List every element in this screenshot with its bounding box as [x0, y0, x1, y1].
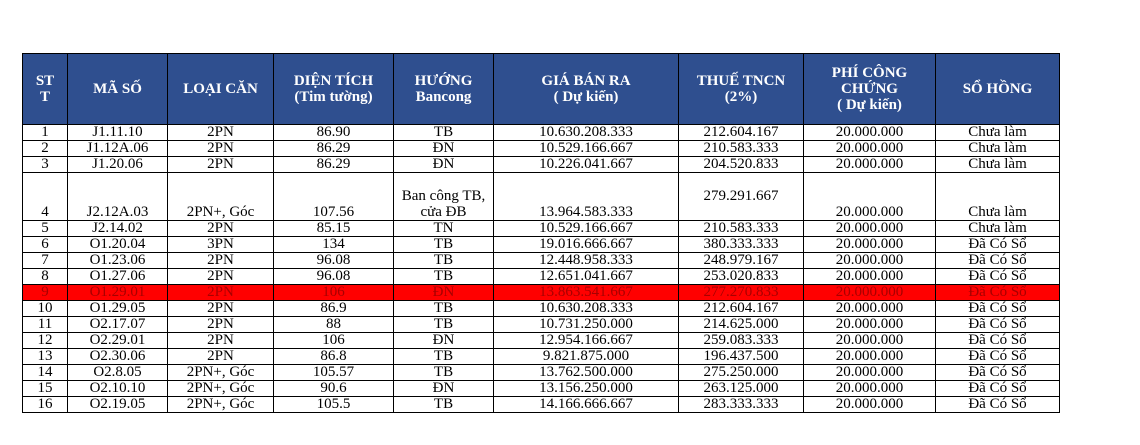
header-thue-line1: THUẾ TNCN: [696, 73, 786, 89]
cell-thue: 259.083.333: [679, 333, 804, 349]
cell-dien-tich: 86.90: [274, 125, 394, 141]
cell-loai-can: 2PN: [168, 253, 274, 269]
cell-so-hong: Đã Có Sổ: [936, 317, 1060, 333]
cell-thue: 210.583.333: [679, 141, 804, 157]
header-phi-line1: PHÍ CÔNG: [831, 65, 908, 81]
cell-stt: 12: [23, 333, 68, 349]
cell-ma-so: O1.27.06: [68, 269, 168, 285]
cell-thue: 380.333.333: [679, 237, 804, 253]
cell-huong: ĐN: [394, 141, 494, 157]
header-stt-line1: ST: [35, 73, 55, 89]
cell-ma-so: O1.20.04: [68, 237, 168, 253]
header-stt: [23, 54, 68, 125]
cell-ma-so: O2.17.07: [68, 317, 168, 333]
cell-phi: 20.000.000: [804, 237, 936, 253]
header-gia-ban: [494, 54, 679, 125]
cell-stt: 5: [23, 221, 68, 237]
cell-phi: 20.000.000: [804, 173, 936, 221]
cell-dien-tich: 86.9: [274, 301, 394, 317]
cell-loai-can: 2PN: [168, 221, 274, 237]
cell-so-hong: Đã Có Sổ: [936, 365, 1060, 381]
cell-loai-can: 2PN: [168, 349, 274, 365]
cell-gia-ban: 13.762.500.000: [494, 365, 679, 381]
cell-stt: 8: [23, 269, 68, 285]
cell-dien-tich: 96.08: [274, 269, 394, 285]
cell-gia-ban: 10.731.250.000: [494, 317, 679, 333]
header-dien-tich-line2: (Tim tường): [294, 89, 373, 105]
header-so-hong: SỔ HỒNG: [936, 54, 1060, 125]
price-table-sheet: [22, 53, 1059, 413]
header-huong: [394, 54, 494, 125]
cell-so-hong: Đã Có Sổ: [936, 333, 1060, 349]
cell-stt: 10: [23, 301, 68, 317]
cell-ma-so: O2.30.06: [68, 349, 168, 365]
table-row: [23, 381, 1060, 397]
cell-dien-tich: 134: [274, 237, 394, 253]
header-phi-line3: ( Dự kiến): [837, 97, 902, 113]
cell-so-hong: Đã Có Sổ: [936, 301, 1060, 317]
cell-so-hong: Chưa làm: [936, 221, 1060, 237]
cell-dien-tich: 88: [274, 317, 394, 333]
cell-ma-so: O2.8.05: [68, 365, 168, 381]
header-huong-line1: HƯỚNG: [414, 73, 473, 89]
cell-ma-so: J2.14.02: [68, 221, 168, 237]
header-ma-so: MÃ SỐ: [68, 54, 168, 125]
cell-loai-can: 2PN: [168, 157, 274, 173]
cell-dien-tich: 107.56: [274, 173, 394, 221]
cell-gia-ban: 13.156.250.000: [494, 381, 679, 397]
cell-stt: 4: [23, 173, 68, 221]
cell-huong: TN: [394, 221, 494, 237]
cell-gia-ban: 9.821.875.000: [494, 349, 679, 365]
cell-dien-tich: 86.29: [274, 157, 394, 173]
cell-thue: 210.583.333: [679, 221, 804, 237]
cell-phi: 20.000.000: [804, 317, 936, 333]
cell-so-hong: Chưa làm: [936, 125, 1060, 141]
cell-ma-so: J1.11.10: [68, 125, 168, 141]
cell-huong: Ban công TB, cửa ĐB: [394, 173, 494, 221]
cell-gia-ban: 10.630.208.333: [494, 125, 679, 141]
cell-ma-so: O1.29.05: [68, 301, 168, 317]
table-row: [23, 397, 1060, 413]
cell-phi: 20.000.000: [804, 365, 936, 381]
cell-thue: 204.520.833: [679, 157, 804, 173]
cell-stt: 11: [23, 317, 68, 333]
cell-dien-tich: 105.57: [274, 365, 394, 381]
cell-phi: 20.000.000: [804, 301, 936, 317]
cell-huong: TB: [394, 253, 494, 269]
table-row-highlighted: [23, 285, 1060, 301]
header-dien-tich-line1: DIỆN TÍCH: [293, 73, 374, 89]
cell-so-hong: Đã Có Sổ: [936, 285, 1060, 301]
cell-dien-tich: 96.08: [274, 253, 394, 269]
header-phi-line2: CHỨNG: [841, 81, 898, 97]
cell-loai-can: 2PN: [168, 317, 274, 333]
cell-stt: 14: [23, 365, 68, 381]
cell-so-hong: Đã Có Sổ: [936, 349, 1060, 365]
cell-ma-so: J1.20.06: [68, 157, 168, 173]
cell-gia-ban: 10.529.166.667: [494, 221, 679, 237]
cell-loai-can: 2PN: [168, 333, 274, 349]
cell-loai-can: 2PN: [168, 269, 274, 285]
cell-phi: 20.000.000: [804, 125, 936, 141]
cell-phi: 20.000.000: [804, 285, 936, 301]
cell-gia-ban: 19.016.666.667: [494, 237, 679, 253]
cell-stt: 6: [23, 237, 68, 253]
table-row: [23, 333, 1060, 349]
header-phi: [804, 54, 936, 125]
cell-loai-can: 2PN+, Góc: [168, 397, 274, 413]
header-huong-line2: Bancong: [415, 89, 472, 105]
cell-loai-can: 3PN: [168, 237, 274, 253]
cell-stt: 13: [23, 349, 68, 365]
cell-thue: 279.291.667: [679, 173, 804, 221]
cell-gia-ban: 13.964.583.333: [494, 173, 679, 221]
cell-loai-can: 2PN: [168, 301, 274, 317]
table-row: [23, 173, 1060, 221]
cell-huong: ĐN: [394, 333, 494, 349]
apartment-price-table: [22, 53, 1060, 413]
cell-huong: TB: [394, 397, 494, 413]
cell-dien-tich: 106: [274, 333, 394, 349]
cell-ma-so: J2.12A.03: [68, 173, 168, 221]
cell-ma-so: O1.23.06: [68, 253, 168, 269]
cell-huong: TB: [394, 301, 494, 317]
cell-huong: ĐN: [394, 157, 494, 173]
cell-so-hong: Đã Có Sổ: [936, 381, 1060, 397]
cell-thue: 275.250.000: [679, 365, 804, 381]
cell-stt: 1: [23, 125, 68, 141]
cell-thue: 253.020.833: [679, 269, 804, 285]
header-thue: [679, 54, 804, 125]
cell-so-hong: Đã Có Sổ: [936, 253, 1060, 269]
cell-phi: 20.000.000: [804, 221, 936, 237]
cell-huong: TB: [394, 269, 494, 285]
cell-gia-ban: 12.954.166.667: [494, 333, 679, 349]
cell-dien-tich: 85.15: [274, 221, 394, 237]
header-stt-line2: T: [39, 89, 50, 105]
cell-huong: ĐN: [394, 381, 494, 397]
cell-so-hong: Đã Có Sổ: [936, 397, 1060, 413]
cell-thue: 248.979.167: [679, 253, 804, 269]
table-row: [23, 349, 1060, 365]
cell-so-hong: Đã Có Sổ: [936, 237, 1060, 253]
table-row: [23, 157, 1060, 173]
cell-dien-tich: 105.5: [274, 397, 394, 413]
cell-thue: 277.270.833: [679, 285, 804, 301]
cell-stt: 16: [23, 397, 68, 413]
cell-phi: 20.000.000: [804, 349, 936, 365]
cell-loai-can: 2PN+, Góc: [168, 365, 274, 381]
cell-so-hong: Chưa làm: [936, 141, 1060, 157]
cell-thue: 283.333.333: [679, 397, 804, 413]
cell-stt: 9: [23, 285, 68, 301]
cell-huong: TB: [394, 349, 494, 365]
cell-ma-so: O2.29.01: [68, 333, 168, 349]
cell-huong: TB: [394, 365, 494, 381]
header-loai-can: LOẠI CĂN: [168, 54, 274, 125]
header-thue-line2: (2%): [724, 89, 758, 105]
table-row: [23, 365, 1060, 381]
cell-ma-so: O1.29.01: [68, 285, 168, 301]
cell-phi: 20.000.000: [804, 269, 936, 285]
cell-stt: 2: [23, 141, 68, 157]
table-row: [23, 301, 1060, 317]
cell-thue: 212.604.167: [679, 125, 804, 141]
table-row: [23, 141, 1060, 157]
cell-loai-can: 2PN: [168, 125, 274, 141]
cell-gia-ban: 14.166.666.667: [494, 397, 679, 413]
cell-gia-ban: 10.529.166.667: [494, 141, 679, 157]
header-gia-ban-line2: ( Dự kiến): [553, 89, 619, 105]
cell-phi: 20.000.000: [804, 157, 936, 173]
table-row: [23, 269, 1060, 285]
cell-gia-ban: 12.448.958.333: [494, 253, 679, 269]
cell-phi: 20.000.000: [804, 333, 936, 349]
cell-dien-tich: 86.29: [274, 141, 394, 157]
cell-so-hong: Chưa làm: [936, 157, 1060, 173]
cell-so-hong: Đã Có Sổ: [936, 269, 1060, 285]
cell-phi: 20.000.000: [804, 141, 936, 157]
cell-loai-can: 2PN: [168, 285, 274, 301]
cell-ma-so: O2.19.05: [68, 397, 168, 413]
cell-thue: 196.437.500: [679, 349, 804, 365]
cell-huong: ĐN: [394, 285, 494, 301]
header-gia-ban-line1: GIÁ BÁN RA: [541, 73, 631, 89]
cell-ma-so: J1.12A.06: [68, 141, 168, 157]
cell-phi: 20.000.000: [804, 253, 936, 269]
cell-thue: 214.625.000: [679, 317, 804, 333]
cell-dien-tich: 106: [274, 285, 394, 301]
cell-stt: 7: [23, 253, 68, 269]
cell-gia-ban: 12.651.041.667: [494, 269, 679, 285]
cell-stt: 3: [23, 157, 68, 173]
table-row: [23, 253, 1060, 269]
cell-stt: 15: [23, 381, 68, 397]
cell-huong: TB: [394, 317, 494, 333]
header-dien-tich: [274, 54, 394, 125]
cell-ma-so: O2.10.10: [68, 381, 168, 397]
cell-phi: 20.000.000: [804, 397, 936, 413]
cell-loai-can: 2PN+, Góc: [168, 173, 274, 221]
cell-so-hong: Chưa làm: [936, 173, 1060, 221]
cell-huong: TB: [394, 125, 494, 141]
cell-huong: TB: [394, 237, 494, 253]
cell-gia-ban: 10.630.208.333: [494, 301, 679, 317]
table-row: [23, 317, 1060, 333]
cell-thue: 212.604.167: [679, 301, 804, 317]
cell-loai-can: 2PN: [168, 141, 274, 157]
cell-phi: 20.000.000: [804, 381, 936, 397]
table-row: [23, 125, 1060, 141]
cell-loai-can: 2PN+, Góc: [168, 381, 274, 397]
table-row: [23, 221, 1060, 237]
cell-gia-ban: 10.226.041.667: [494, 157, 679, 173]
table-row: [23, 237, 1060, 253]
header-row: [23, 54, 1060, 125]
cell-thue: 263.125.000: [679, 381, 804, 397]
table-body: [23, 125, 1060, 413]
cell-gia-ban: 13.863.541.667: [494, 285, 679, 301]
cell-dien-tich: 86.8: [274, 349, 394, 365]
cell-dien-tich: 90.6: [274, 381, 394, 397]
